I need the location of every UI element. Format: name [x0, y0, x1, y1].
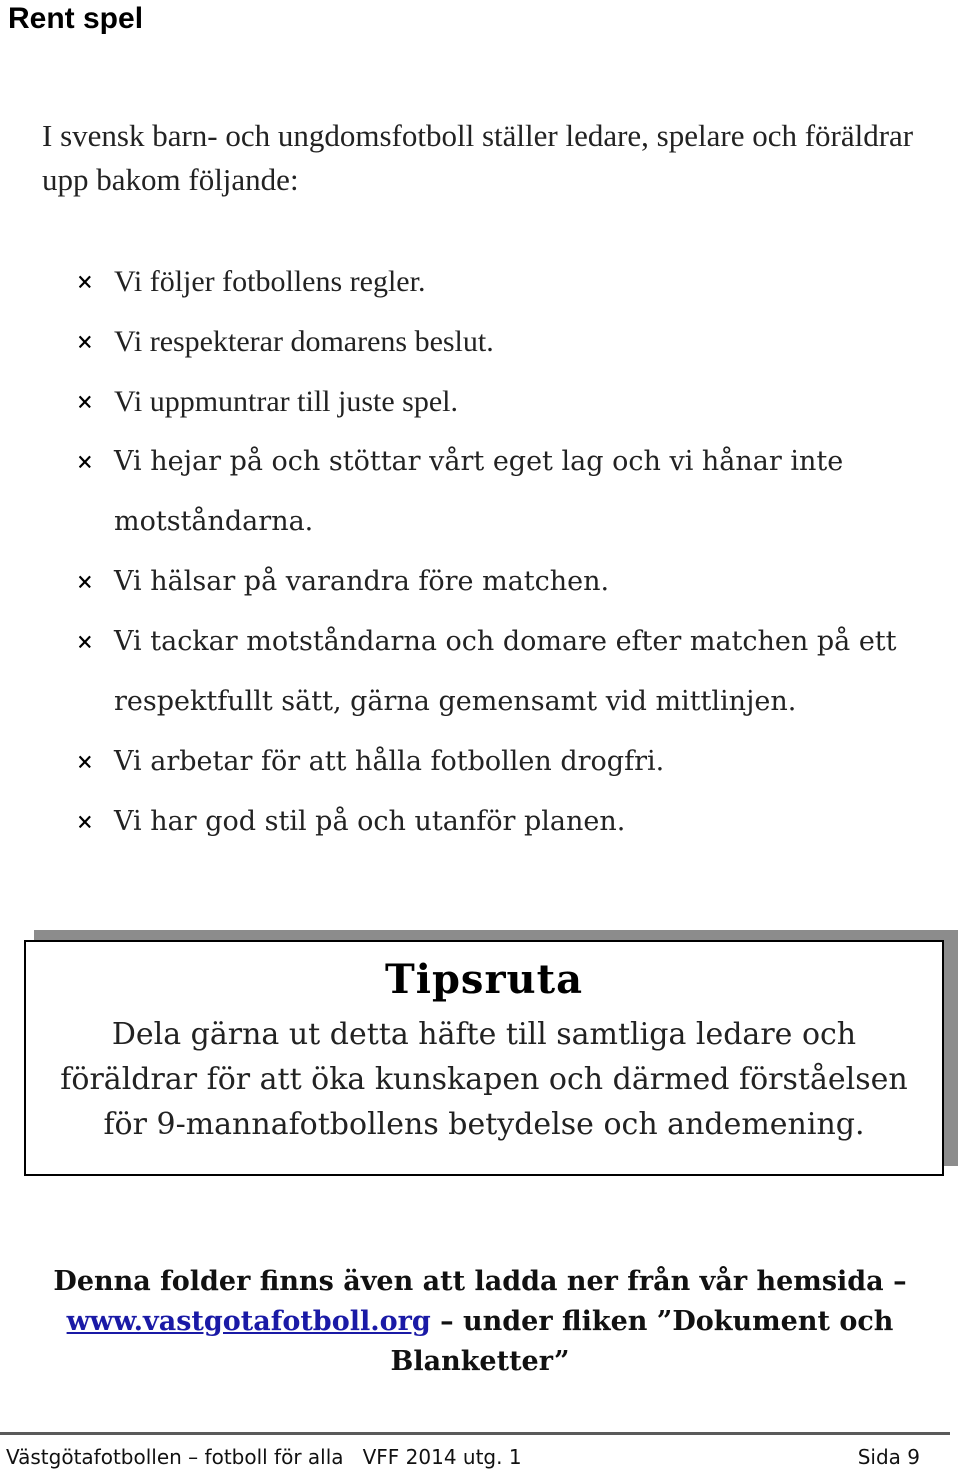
download-note	[30, 1262, 930, 1382]
cross-bullet-icon: 🗙	[78, 271, 92, 292]
footer-publication: Västgötafotbollen – fotboll för alla VFF 2014 utg. 1	[6, 1445, 522, 1469]
cross-bullet-icon: 🗙	[78, 391, 92, 412]
tip-box-text	[26, 1012, 942, 1147]
list-item	[78, 792, 938, 852]
list-item	[78, 612, 938, 732]
rule-text: Vi följer fotbollens regler.	[114, 265, 426, 298]
rule-text: Vi har god stil på och utanför planen.	[114, 806, 626, 837]
download-note-text: Denna folder finns även att ladda ner från vår hemsida –	[53, 1266, 907, 1297]
cross-bullet-icon: 🗙	[78, 331, 92, 352]
list-item	[78, 552, 938, 612]
footer-divider	[0, 1432, 950, 1435]
tip-box-line: Dela gärna ut detta häfte till samtliga ledare och	[111, 1017, 857, 1052]
cross-bullet-icon: 🗙	[78, 571, 92, 592]
tip-box	[24, 940, 944, 1176]
tip-box-line: för 9-mannafotbollens betydelse och andemening.	[103, 1107, 865, 1142]
list-item	[78, 312, 938, 372]
list-item	[78, 252, 938, 312]
page-number: Sida 9	[857, 1445, 920, 1469]
cross-bullet-icon: 🗙	[78, 451, 92, 472]
website-link[interactable]: www.vastgotafotboll.org	[66, 1306, 431, 1337]
rules-list	[78, 252, 938, 852]
cross-bullet-icon: 🗙	[78, 751, 92, 772]
page-footer	[6, 1442, 920, 1472]
list-item	[78, 372, 938, 432]
rule-text: Vi hejar på och stöttar vårt eget lag och vi hånar inte motståndarna.	[114, 446, 844, 537]
list-item	[78, 732, 938, 792]
rule-text: Vi hälsar på varandra före matchen.	[114, 566, 610, 597]
intro-paragraph: I svensk barn- och ungdomsfotboll ställer ledare, spelare och föräldrar upp bakom följande:	[42, 118, 914, 197]
cross-bullet-icon: 🗙	[78, 811, 92, 832]
tip-box-line: föräldrar för att öka kunskapen och därmed förståelsen	[60, 1062, 908, 1097]
cross-bullet-icon: 🗙	[78, 631, 92, 652]
rule-text: Vi uppmuntrar till juste spel.	[114, 385, 458, 418]
rule-text: Vi respekterar domarens beslut.	[114, 325, 494, 358]
rule-text: Vi arbetar för att hålla fotbollen drogfri.	[114, 746, 665, 777]
rule-text: Vi tackar motståndarna och domare efter matchen på ett respektfullt sätt, gärna gemensamt vid mittlinjen.	[114, 626, 897, 717]
download-note-text: – under fliken ”Dokument och Blanketter”	[390, 1306, 894, 1377]
tip-box-heading: Tipsruta	[385, 956, 583, 1003]
list-item	[78, 432, 938, 552]
page-title: Rent spel	[8, 2, 144, 35]
